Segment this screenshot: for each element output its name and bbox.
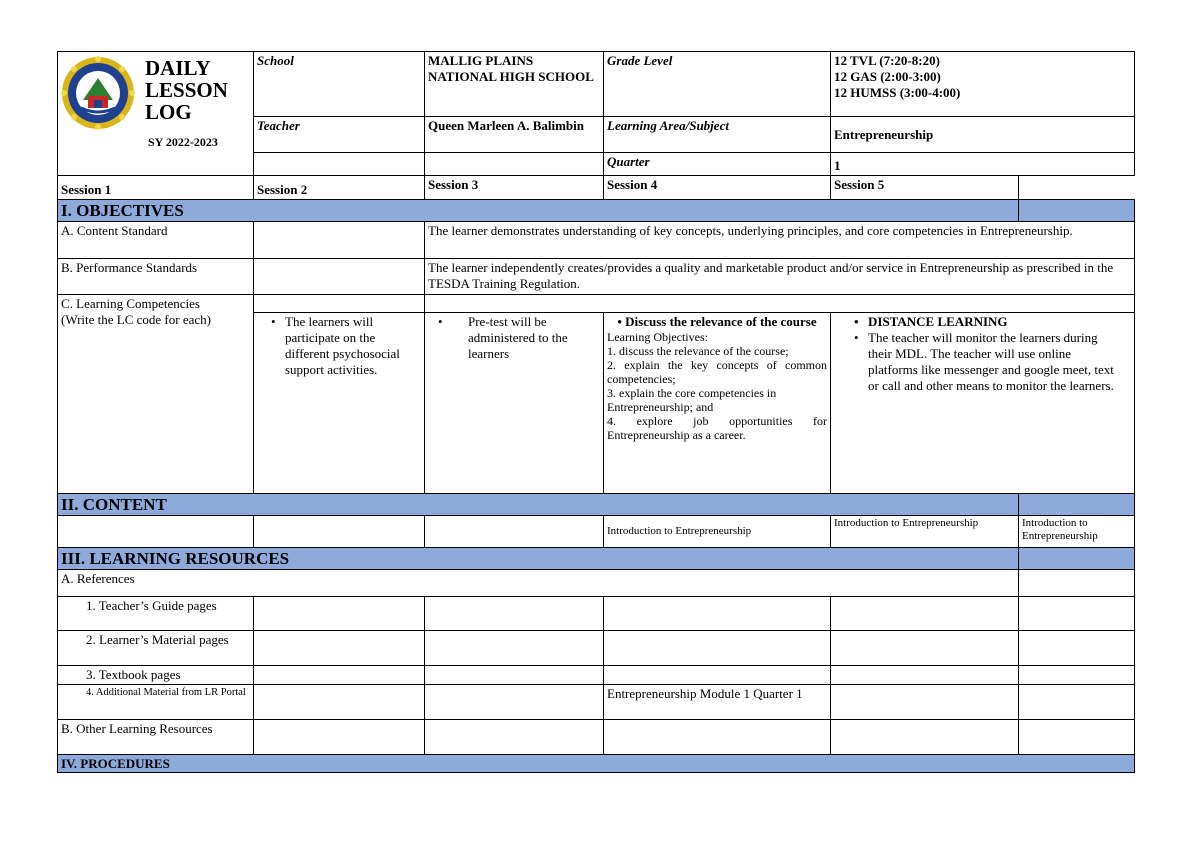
empty-cell: [831, 666, 1019, 685]
teacher-value: Queen Marleen A. Balimbin: [425, 117, 604, 153]
empty-cell: [604, 631, 831, 666]
empty-cell: [604, 597, 831, 631]
title-line-1: DAILY: [145, 56, 211, 80]
performance-standards-text: The learner independently creates/provides a quality and marketable product and/or service in Entrepreneurship as prescribed in the TESDA Training Regulation.: [425, 259, 1135, 295]
other-resources-label: B. Other Learning Resources: [58, 720, 254, 755]
empty-cell: [254, 259, 425, 295]
empty-cell: [831, 631, 1019, 666]
session-3-heading: [607, 314, 827, 330]
empty-cell: [1019, 631, 1135, 666]
quarter-value: 1: [831, 153, 1135, 176]
learning-competencies-label: [58, 295, 254, 494]
empty-cell: [604, 666, 831, 685]
header-logo-cell: [58, 52, 254, 176]
session-3-bullet: Discuss the relevance of the course: [625, 314, 817, 329]
empty-cell: [425, 295, 1135, 313]
empty-cell: [425, 720, 604, 755]
content-section-header: II. CONTENT: [58, 494, 1019, 516]
empty-cell: [58, 516, 254, 548]
document-title: [145, 57, 228, 123]
empty-cell: [425, 516, 604, 548]
content-standard-label: A. Content Standard: [58, 222, 254, 259]
empty-cell: [254, 666, 425, 685]
session-3-objective: 4. explore job opportunities for Entrepreneurship as a career.: [607, 414, 827, 442]
lc-label-line: C. Learning Competencies: [61, 296, 200, 311]
empty-cell: [831, 597, 1019, 631]
references-label: A. References: [58, 570, 1019, 597]
empty-cell: [254, 516, 425, 548]
session-1-competency: [254, 313, 425, 494]
empty-cell: [254, 685, 425, 720]
session-2-bullet: • Pre-test will be administered to the learners: [428, 314, 600, 362]
empty-cell: [831, 720, 1019, 755]
empty-cell: [425, 685, 604, 720]
session-3-objectives-title: Learning Objectives:: [607, 330, 708, 344]
school-seal-logo: [61, 56, 135, 130]
grade-level-label: Grade Level: [604, 52, 831, 117]
empty-cell: [1019, 720, 1135, 755]
school-label: School: [254, 52, 425, 117]
empty-cell: [425, 153, 604, 176]
teachers-guide-label: 1. Teacher’s Guide pages: [58, 597, 254, 631]
session-4-competency: [831, 313, 1135, 494]
session-4-bullet: • The teacher will monitor the learners during their MDL. The teacher will use online platforms like messenger and google meet, text or call and other means to monitor the learners.: [852, 330, 1131, 394]
session-3-header: Session 3: [425, 176, 604, 200]
session-2-competency: [425, 313, 604, 494]
session-1-bullet: • The learners will participate on the different psychosocial support activities.: [257, 314, 421, 378]
empty-cell: [604, 720, 831, 755]
band-cell: [1019, 494, 1135, 516]
learning-resources-section-header: III. LEARNING RESOURCES: [58, 548, 1019, 570]
content-standard-text: The learner demonstrates understanding of key concepts, underlying principles, and core competencies in Entrepreneurship.: [425, 222, 1135, 259]
content-session-5: Introduction to Entrepreneurship: [1019, 516, 1135, 548]
objectives-section-header: I. OBJECTIVES: [58, 200, 1019, 222]
band-cell: [1019, 548, 1135, 570]
content-session-3: Introduction to Entrepreneurship: [604, 516, 831, 548]
quarter-label: Quarter: [604, 153, 831, 176]
session-3-competency: [604, 313, 831, 494]
session-2-header: Session 2: [254, 176, 425, 200]
daily-lesson-log-sheet: [57, 51, 1134, 773]
session-3-objective: 1. discuss the relevance of the course;: [607, 344, 789, 358]
grade-level-line: 12 GAS (2:00-3:00): [834, 69, 941, 84]
session-4-header: Session 4: [604, 176, 831, 200]
procedures-section-header: IV. PROCEDURES: [58, 755, 1135, 773]
grade-level-line: 12 TVL (7:20-8:20): [834, 53, 940, 68]
empty-cell: [831, 685, 1019, 720]
empty-cell: [1019, 666, 1135, 685]
empty-cell: [254, 295, 425, 313]
empty-cell: [1019, 570, 1135, 597]
school-value: MALLIG PLAINS NATIONAL HIGH SCHOOL: [425, 52, 604, 117]
grade-level-value: [831, 52, 1135, 117]
empty-cell: [254, 222, 425, 259]
teacher-label: Teacher: [254, 117, 425, 153]
empty-cell: [254, 720, 425, 755]
session-4-bullet: • DISTANCE LEARNING: [852, 314, 1131, 330]
textbook-label: 3. Textbook pages: [58, 666, 254, 685]
subject-label: Learning Area/Subject: [604, 117, 831, 153]
performance-standards-label: B. Performance Standards: [58, 259, 254, 295]
empty-cell: [425, 666, 604, 685]
empty-cell: [254, 631, 425, 666]
empty-cell: [425, 597, 604, 631]
title-line-3: LOG: [145, 100, 192, 124]
empty-cell: [254, 597, 425, 631]
additional-material-label: 4. Additional Material from LR Portal: [58, 685, 254, 720]
session-3-objective: 3. explain the core competencies in Entrepreneurship; and: [607, 386, 777, 414]
lesson-log-table: [57, 51, 1135, 773]
learners-material-label: 2. Learner’s Material pages: [58, 631, 254, 666]
subject-value: Entrepreneurship: [831, 117, 1135, 153]
additional-material-session-3: Entrepreneurship Module 1 Quarter 1: [604, 685, 831, 720]
session-5-header: Session 5: [831, 176, 1019, 200]
content-session-4: Introduction to Entrepreneurship: [831, 516, 1019, 548]
empty-cell: [1019, 685, 1135, 720]
band-cell: [1019, 200, 1135, 222]
session-3-objective: 2. explain the key concepts of common competencies;: [607, 358, 827, 386]
empty-cell: [425, 631, 604, 666]
school-year: SY 2022-2023: [148, 135, 218, 149]
grade-level-line: 12 HUMSS (3:00-4:00): [834, 85, 961, 100]
session-1-header: Session 1: [58, 176, 254, 200]
empty-cell: [1019, 597, 1135, 631]
lc-label-line: (Write the LC code for each): [61, 312, 211, 327]
empty-cell: [254, 153, 425, 176]
bullet-icon: •: [617, 314, 626, 329]
title-line-2: LESSON: [145, 78, 228, 102]
